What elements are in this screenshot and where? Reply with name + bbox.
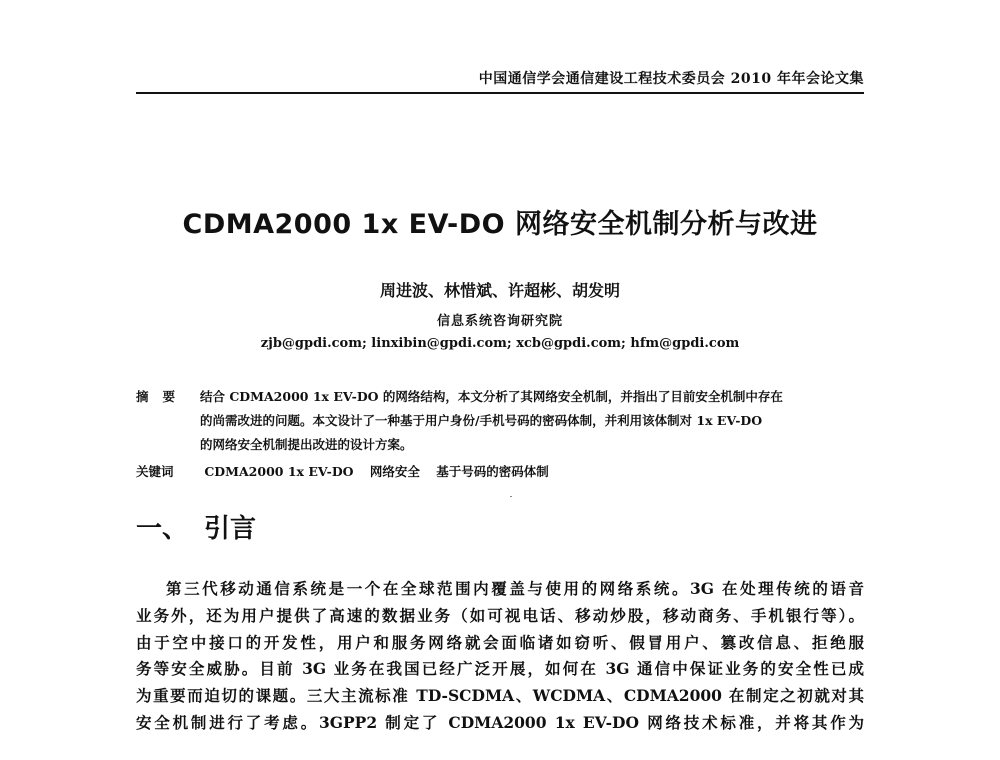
running-head: 中国通信学会通信建设工程技术委员会 2010 年年会论文集 <box>478 71 864 87</box>
body-line: 为重要而迫切的课题。三大主流标准 TD-SCDMA、WCDMA、CDMA2000 在制定之初就对其 <box>136 686 864 706</box>
abstract-label: 摘要 <box>136 389 190 404</box>
abstract-line: 的网络安全机制提出改进的设计方案。 <box>200 437 413 452</box>
paper-title: CDMA2000 1x EV-DO 网络安全机制分析与改进 <box>182 209 818 240</box>
keyword: 基于号码的密码体制 <box>436 464 549 479</box>
keyword: 网络安全 <box>369 464 420 479</box>
stray-mark <box>510 496 512 497</box>
affiliation: 信息系统咨询研究院 <box>436 314 563 329</box>
body-line: 安全机制进行了考虑。3GPP2 制定了 CDMA2000 1x EV-DO 网络技术标准，并将其作为 <box>136 712 864 732</box>
authors: 周进波、林惜斌、许超彬、胡发明 <box>379 281 620 300</box>
author-emails: zjb@gpdi.com; linxibin@gpdi.com; xcb@gpdi.com; hfm@gpdi.com <box>260 336 740 351</box>
abstract-text <box>200 385 864 457</box>
section-title: 引言 <box>204 514 257 544</box>
abstract-line: 的尚需改进的问题。本文设计了一种基于用户身份/手机号码的密码体制，并利用该体制对 1x EV-DO <box>200 413 763 428</box>
section-heading <box>136 508 256 545</box>
body-line: 务等安全威胁。目前 3G 业务在我国已经广泛开展，如何在 3G 通信中保证业务的安全性已成 <box>136 659 864 679</box>
body-line: 由于空中接口的开发性，用户和服务网络就会面临诸如窃听、假冒用户、篡改信息、拒绝服 <box>136 632 864 652</box>
body-line: 业务外，还为用户提供了高速的数据业务（如可视电话、移动炒股，移动商务、手机银行等）。 <box>136 605 864 625</box>
body-paragraph <box>136 576 864 737</box>
keywords-label: 关键词 <box>136 464 174 479</box>
body-line: 第三代移动通信系统是一个在全球范围内覆盖与使用的网络系统。3G 在处理传统的语音 <box>166 579 864 598</box>
header-rule <box>136 92 864 94</box>
abstract <box>136 385 864 457</box>
abstract-line: 结合 CDMA2000 1x EV-DO 的网络结构，本文分析了其网络安全机制，并指出了目前安全机制中存在 <box>200 389 783 404</box>
keyword: CDMA2000 1x EV-DO <box>204 464 354 479</box>
keywords <box>136 460 864 484</box>
section-number: 一、 <box>136 514 189 544</box>
